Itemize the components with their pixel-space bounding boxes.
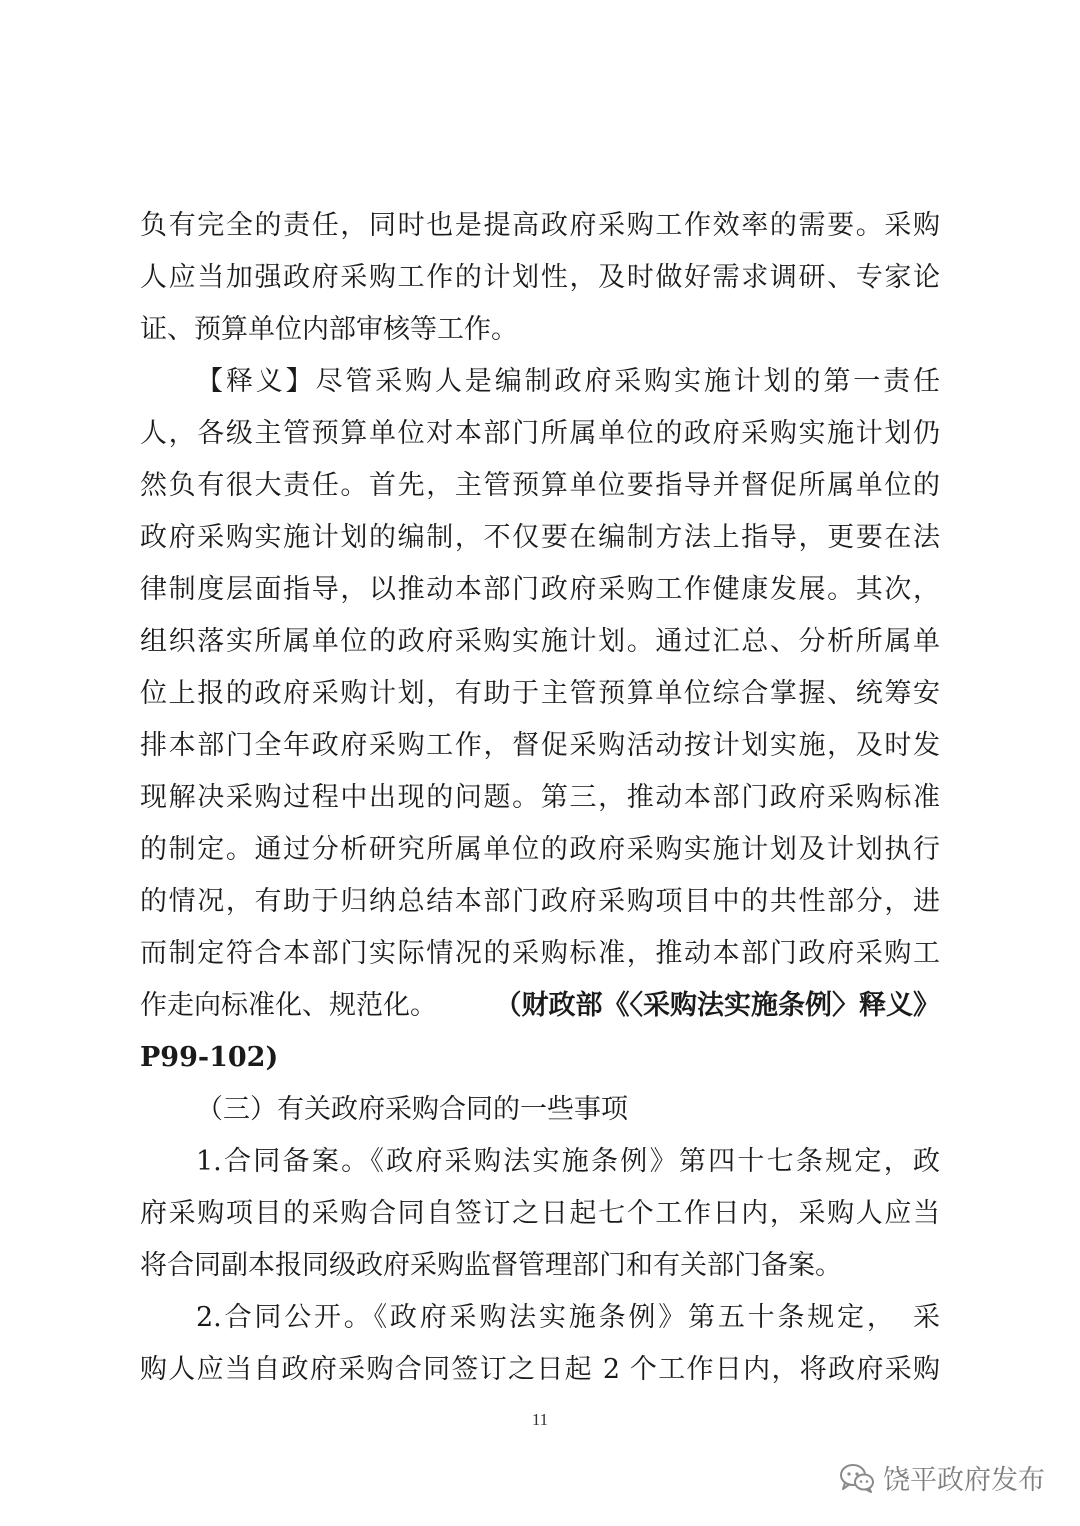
paragraph-line: 府采购项目的采购合同自签订之日起七个工作日内，采购人应当 — [140, 1198, 940, 1229]
paragraph-line: 【释义】尽管采购人是编制政府采购实施计划的第一责任 — [196, 366, 940, 397]
wechat-icon — [839, 1463, 875, 1493]
paragraph-line: 的情况，有助于归纳总结本部门政府采购项目中的共性部分，进 — [140, 886, 940, 917]
citation-source: （财政部《〈采购法实施条例〉释义》 — [494, 990, 940, 1021]
paragraph-line: 政府采购实施计划的编制，不仅要在编制方法上指导，更要在法 — [140, 522, 940, 553]
paragraph-line: 购人应当自政府采购合同签订之日起 2 个工作日内，将政府采购 — [140, 1354, 940, 1385]
paragraph-line: 人，各级主管预算单位对本部门所属单位的政府采购实施计划仍 — [140, 418, 940, 449]
paragraph-line: 作走向标准化、规范化。 — [140, 990, 437, 1021]
paragraph-line: 现解决采购过程中出现的问题。第三，推动本部门政府采购标准 — [140, 782, 940, 813]
paragraph-line: 将合同副本报同级政府采购监督管理部门和有关部门备案。 — [140, 1250, 842, 1281]
paragraph-line: 的制定。通过分析研究所属单位的政府采购实施计划及计划执行 — [140, 834, 940, 865]
paragraph-line: 位上报的政府采购计划，有助于主管预算单位综合掌握、统筹安 — [140, 678, 940, 709]
paragraph-line: 人应当加强政府采购工作的计划性，及时做好需求调研、专家论 — [140, 262, 940, 293]
paragraph-line: 律制度层面指导，以推动本部门政府采购工作健康发展。其次， — [140, 574, 940, 605]
section-heading: （三）有关政府采购合同的一些事项 — [196, 1094, 628, 1125]
paragraph-line: 组织落实所属单位的政府采购实施计划。通过汇总、分析所属单 — [140, 626, 940, 657]
paragraph-line: 2.合同公开。《政府采购法实施条例》第五十条规定， 采 — [196, 1302, 940, 1333]
paragraph-line: 排本部门全年政府采购工作，督促采购活动按计划实施，及时发 — [140, 730, 940, 761]
citation-pages: P99-102) — [140, 1042, 279, 1073]
paragraph-line: 负有完全的责任，同时也是提高政府采购工作效率的需要。采购 — [140, 210, 940, 241]
watermark — [839, 1458, 1045, 1497]
watermark-text: 饶平政府发布 — [883, 1465, 1045, 1496]
page-number: 11 — [531, 1410, 549, 1429]
paragraph-line: 然负有很大责任。首先，主管预算单位要指导并督促所属单位的 — [140, 470, 940, 501]
paragraph-line: 而制定符合本部门实际情况的采购标准，推动本部门政府采购工 — [140, 938, 940, 969]
paragraph-line: 1.合同备案。《政府采购法实施条例》第四十七条规定，政 — [196, 1146, 940, 1177]
paragraph-line: 证、预算单位内部审核等工作。 — [140, 314, 518, 345]
